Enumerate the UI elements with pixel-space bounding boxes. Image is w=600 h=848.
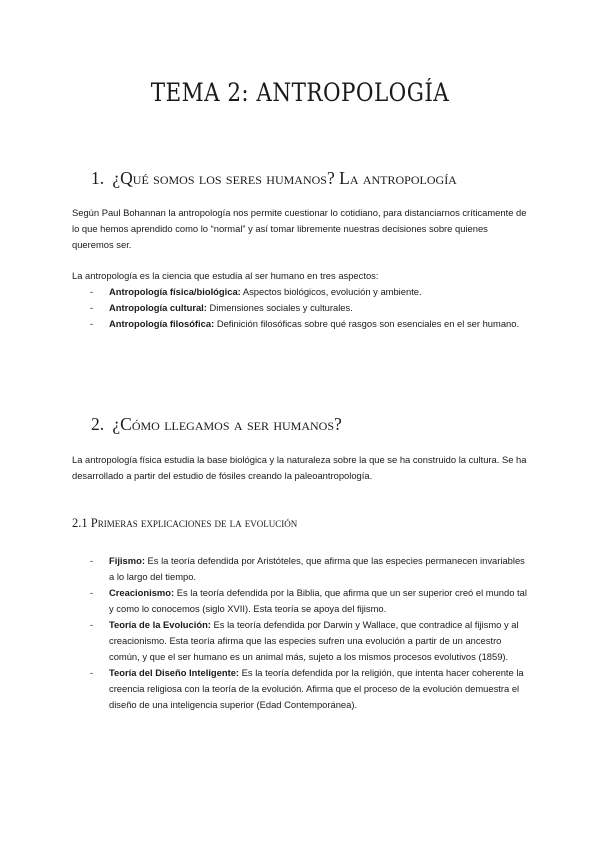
aspects-list [72,284,532,332]
theory-term: Creacionismo: [109,587,175,598]
theory-text: Es la teoría defendida por Darwin y Wallace, que contradice al fijismo y al creacionismo. Esta teoría afirma que las especies sufren una evolución a partir de un ancestro común, y que el ser humano es un animal más, sujeto a los mismos procesos evolutivos (1859). [109,619,519,662]
list-item: - Fijismo: Es la teoría defendida por Aristóteles, que afirma que las especies permanecen invariables a lo largo del tiempo. [90,555,525,582]
list-item: - Teoría de la Evolución: Es la teoría defendida por Darwin y Wallace, que contradice al fijismo y al creacionismo. Esta teoría afirma que las especies sufren una evolución a partir de un ancestro común, y que el ser humano es un animal más, sujeto a los mismos procesos evolutivos (1859). [90,619,519,662]
aspects-intro: La antropología es la ciencia que estudia al ser humano en tres aspectos: [72,270,379,281]
theory-term: Fijismo: [109,555,145,566]
list-item: - Teoría del Diseño Inteligente: Es la teoría defendida por la religión, que intenta hacer coherente la creencia religiosa con la teoría de la evolución. Afirma que el proceso de la evolución demuestra el diseño de una inteligencia superior (Edad Contemporánea). [90,667,524,710]
list-item: - Creacionismo: Es la teoría defendida por la Biblia, que afirma que un ser superior creó el mundo tal y como lo conocemos (siglo XVII). Esta teoría se apoya del fijismo. [90,587,527,614]
list-item: - Antropología física/biológica: Aspectos biológicos, evolución y ambiente. [90,286,422,297]
section-2-title: ¿Cómo llegamos a ser humanos? [112,414,342,434]
theory-term: Teoría del Diseño Inteligente: [109,667,240,678]
aspect-term: Antropología cultural: [109,302,207,313]
document-title: TEMA 2: ANTROPOLOGÍA [150,78,450,107]
aspect-term: Antropología física/biológica: [109,286,241,297]
evolution-theories-list [72,553,532,713]
list-item: - Antropología cultural: Dimensiones sociales y culturales. [90,302,353,313]
aspect-term: Antropología filosófica: [109,318,215,329]
theory-text: Es la teoría defendida por la religión, que intenta hacer coherente la creencia religiosa con la teoría de la evolución. Afirma que el proceso de la evolución demuestra el diseño de una inteligencia superior (Edad Contemporánea). [109,667,524,710]
section-1-title: ¿Qué somos los seres humanos? La antropología [112,168,457,188]
theory-text: Es la teoría defendida por Aristóteles, que afirma que las especies permanecen invariables a lo largo del tiempo. [109,555,525,582]
aspect-text: Dimensiones sociales y culturales. [206,302,353,313]
theory-term: Teoría de la Evolución: [109,619,211,630]
list-item: - Antropología filosófica: Definición filosóficas sobre qué rasgos son esenciales en el ser humano. [90,318,520,329]
subsection-2-1-heading: 2.1 Primeras explicaciones de la evolución [72,516,298,530]
section-1-number: 1. [91,168,105,188]
theory-text: Es la teoría defendida por la Biblia, que afirma que un ser superior creó el mundo tal y como lo conocemos (siglo XVII). Esta teoría se apoya del fijismo. [109,587,527,614]
section-1-heading [91,168,457,189]
aspect-text: Definición filosóficas sobre qué rasgos son esenciales en el ser humano. [214,318,520,329]
section-2-intro: La antropología física estudia la base biológica y la naturaleza sobre la que se ha construido la cultura. Se ha desarrollado a partir del estudio de fósiles creando la paleoantropología. [72,454,527,481]
aspect-text: Aspectos biológicos, evolución y ambiente. [240,286,422,297]
section-2-heading [91,414,342,435]
section-2-number: 2. [91,414,105,434]
section-1-intro: Según Paul Bohannan la antropología nos permite cuestionar lo cotidiano, para distanciarnos críticamente de lo que hemos aprendido como lo “normal” y así tomar libremente nuestras decisiones sobre quienes queremos ser. [72,207,527,250]
